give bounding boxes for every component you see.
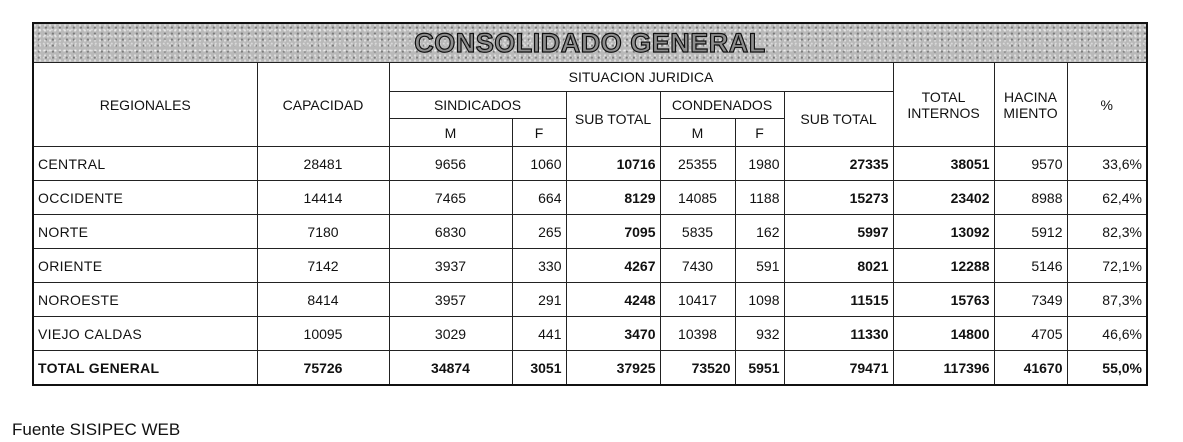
header-total-internos-line2: INTERNOS [907,104,980,121]
total-condenados-f: 5951 [735,351,784,386]
header-condenados-m: M [660,119,735,147]
cell-total-internos: 14800 [893,317,994,351]
cell-capacidad: 28481 [257,147,389,181]
cell-capacidad: 7142 [257,249,389,283]
cell-hacinamiento: 8988 [994,181,1067,215]
cell-sindicados-m: 7465 [389,181,512,215]
header-regionales: REGIONALES [33,63,257,147]
cell-regional: OCCIDENTE [33,181,257,215]
total-label: TOTAL GENERAL [33,351,257,386]
table-row [33,215,1147,249]
header-condenados: CONDENADOS [660,92,784,119]
cell-condenados-f: 591 [735,249,784,283]
cell-capacidad: 14414 [257,181,389,215]
total-capacidad: 75726 [257,351,389,386]
cell-condenados-f: 162 [735,215,784,249]
total-subtotal-sindicados: 37925 [566,351,660,386]
header-total-internos [893,63,994,147]
total-sindicados-f: 3051 [512,351,566,386]
cell-total-internos: 15763 [893,283,994,317]
header-sindicados-m: M [389,119,512,147]
cell-percent: 87,3% [1067,283,1147,317]
source-note: Fuente SISIPEC WEB [12,420,181,439]
header-hacinamiento-line2: MIENTO [1003,104,1058,121]
total-sindicados-m: 34874 [389,351,512,386]
cell-capacidad: 8414 [257,283,389,317]
cell-sindicados-f: 664 [512,181,566,215]
cell-condenados-f: 1188 [735,181,784,215]
cell-sindicados-m: 9656 [389,147,512,181]
cell-percent: 72,1% [1067,249,1147,283]
table-row [33,147,1147,181]
cell-subtotal-condenados: 8021 [784,249,893,283]
cell-total-internos: 12288 [893,249,994,283]
cell-regional: VIEJO CALDAS [33,317,257,351]
cell-subtotal-condenados: 15273 [784,181,893,215]
cell-sindicados-m: 3957 [389,283,512,317]
cell-hacinamiento: 4705 [994,317,1067,351]
header-percent: % [1067,63,1147,147]
cell-sindicados-f: 291 [512,283,566,317]
consolidado-table [32,22,1148,386]
cell-condenados-m: 7430 [660,249,735,283]
cell-subtotal-condenados: 5997 [784,215,893,249]
cell-subtotal-condenados: 27335 [784,147,893,181]
total-condenados-m: 73520 [660,351,735,386]
table-row [33,249,1147,283]
cell-condenados-m: 14085 [660,181,735,215]
cell-subtotal-sindicados: 4248 [566,283,660,317]
header-subtotal-condenados: SUB TOTAL [784,92,893,147]
cell-sindicados-m: 3937 [389,249,512,283]
table-row [33,283,1147,317]
cell-condenados-m: 10417 [660,283,735,317]
table-title-cell [33,23,1147,63]
cell-condenados-m: 5835 [660,215,735,249]
cell-subtotal-condenados: 11515 [784,283,893,317]
cell-total-internos: 13092 [893,215,994,249]
table-row [33,317,1147,351]
cell-condenados-f: 1098 [735,283,784,317]
cell-hacinamiento: 5912 [994,215,1067,249]
header-condenados-f: F [735,119,784,147]
cell-sindicados-m: 3029 [389,317,512,351]
total-row [33,351,1147,386]
cell-sindicados-f: 330 [512,249,566,283]
header-capacidad: CAPACIDAD [257,63,389,147]
header-hacinamiento-line1: HACINA [1004,88,1057,105]
header-sindicados-f: F [512,119,566,147]
cell-subtotal-sindicados: 8129 [566,181,660,215]
cell-condenados-m: 10398 [660,317,735,351]
header-situacion-juridica: SITUACION JURIDICA [389,63,893,92]
cell-subtotal-condenados: 11330 [784,317,893,351]
cell-sindicados-f: 1060 [512,147,566,181]
cell-percent: 46,6% [1067,317,1147,351]
cell-hacinamiento: 7349 [994,283,1067,317]
cell-condenados-f: 932 [735,317,784,351]
total-hacinamiento: 41670 [994,351,1067,386]
header-hacinamiento [994,63,1067,147]
cell-hacinamiento: 5146 [994,249,1067,283]
cell-regional: NOROESTE [33,283,257,317]
cell-sindicados-m: 6830 [389,215,512,249]
total-total-internos: 117396 [893,351,994,386]
cell-condenados-f: 1980 [735,147,784,181]
cell-sindicados-f: 441 [512,317,566,351]
cell-subtotal-sindicados: 4267 [566,249,660,283]
cell-hacinamiento: 9570 [994,147,1067,181]
total-percent: 55,0% [1067,351,1147,386]
cell-capacidad: 7180 [257,215,389,249]
cell-subtotal-sindicados: 10716 [566,147,660,181]
cell-condenados-m: 25355 [660,147,735,181]
cell-total-internos: 38051 [893,147,994,181]
cell-percent: 62,4% [1067,181,1147,215]
table-row [33,181,1147,215]
table-title: CONSOLIDADO GENERAL [414,27,766,58]
header-sindicados: SINDICADOS [389,92,566,119]
cell-subtotal-sindicados: 3470 [566,317,660,351]
header-total-internos-line1: TOTAL [921,88,966,105]
cell-percent: 82,3% [1067,215,1147,249]
cell-regional: CENTRAL [33,147,257,181]
header-subtotal-sindicados: SUB TOTAL [566,92,660,147]
cell-percent: 33,6% [1067,147,1147,181]
cell-capacidad: 10095 [257,317,389,351]
cell-regional: NORTE [33,215,257,249]
cell-subtotal-sindicados: 7095 [566,215,660,249]
cell-regional: ORIENTE [33,249,257,283]
total-subtotal-condenados: 79471 [784,351,893,386]
cell-sindicados-f: 265 [512,215,566,249]
cell-total-internos: 23402 [893,181,994,215]
